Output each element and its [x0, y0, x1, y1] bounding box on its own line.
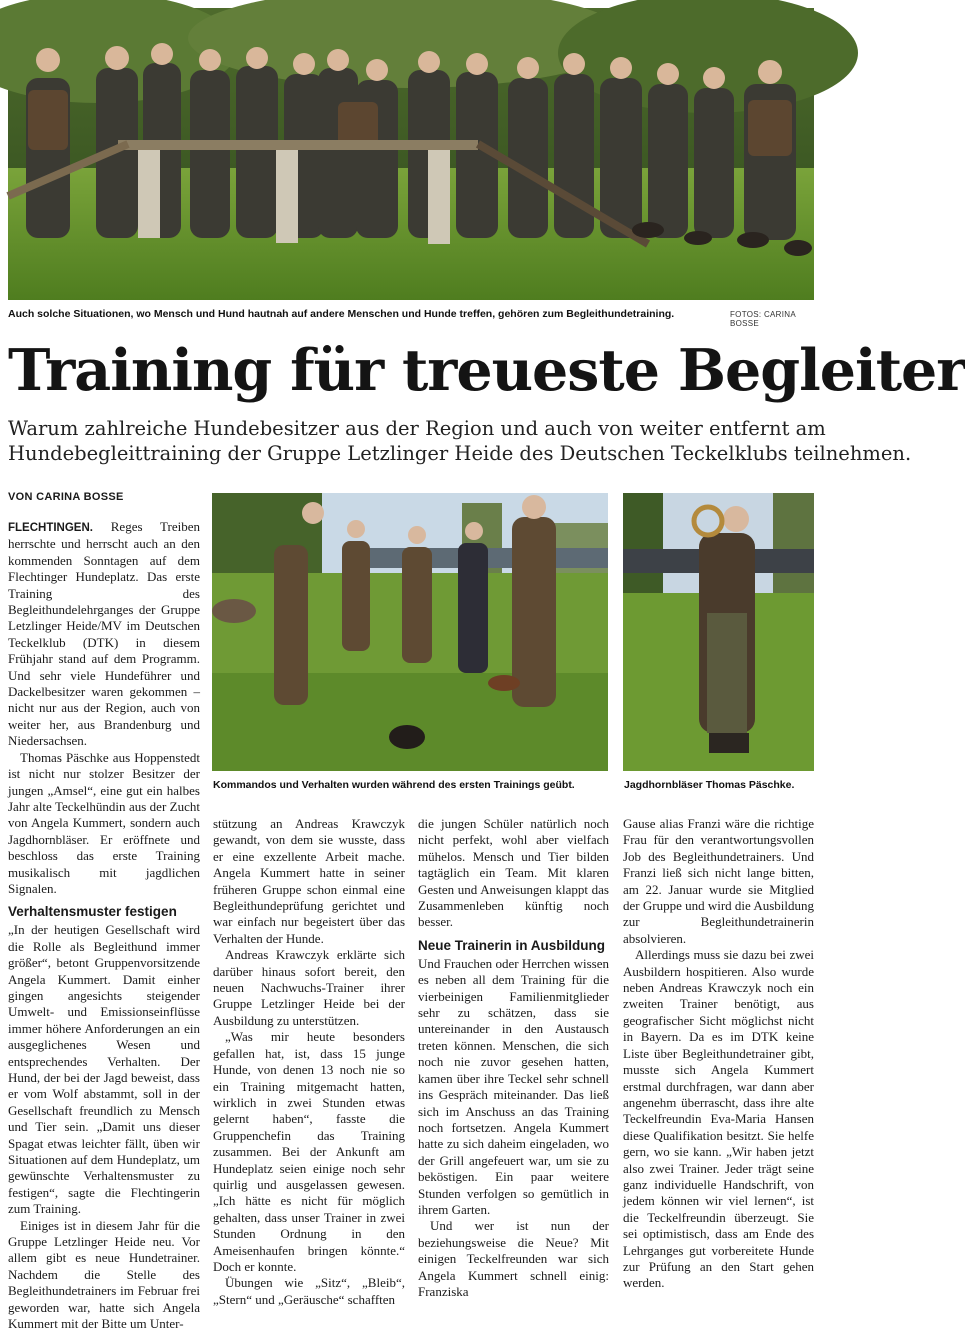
headline: Training für treueste Begleiter	[8, 337, 965, 404]
paragraph: Reges Treiben herrschte und herrscht auch an den kommenden Sonntagen auf dem Flechtinger Hundeplatz. Das erste Training des Begleithundelehrganges der Gruppe Letzlinger Heide/MV im Deutschen Teckelklub (DTK) in diesem Frühjahr stand auf dem Programm. Und sehr viele Hundeführer und Dackelbesitzer waren gekommen – nicht nur aus der Region, auch von weiter her, aus Brandenburg und Niedersachsen.	[8, 519, 201, 749]
paragraph: Übungen wie „Sitz“, „Bleib“, „Stern“ und „Geräusche“ schafften	[213, 1275, 405, 1307]
paragraph: Gause alias Franzi wäre die richtige Frau für den verantwortungsvollen Job des Begleithundetrainers. Und Franzi ließ sich nicht lange bitten, am 22. Januar wurde sie Mitglied der Gruppe und wird die Ausbildung zur Begleithundetrainerin absolvieren.	[623, 816, 815, 946]
paragraph: Und Frauchen oder Herrchen wissen es neben all dem Training für die vierbeinigen Familienmitglieder sehr zu schätzen, dass sie untereinander in den Austausch treten können. Menschen, die sich noch nie zuvor gesehen hatten, kamen über ihre Teckel sehr schnell ins Gespräch miteinander. Das ließ sich im Anschuss an das Training noch fortsetzen. Angela Kummert hatte zu sich daheim eingeladen, wo der Grill angefeuert war, um sie zu beköstigen. Ein paar weitere Stunden verfolgen so gemütlich in ihrem Garten.	[418, 955, 609, 1217]
section-heading: Neue Trainerin in Ausbildung	[418, 937, 606, 953]
horn-player-photo	[623, 493, 814, 771]
paragraph: „Was mir heute besonders gefallen hat, ist, dass 15 junge Hunde, von denen 13 noch nie so ein Training mitgemacht hatten, wirklich in zwei Stunden etwas gelernt haben“, fasste die Gruppenchefin das Training zusammen. Bei der Ankunft am Hundeplatz seien einige noch sehr quirlig und ausgelassen gewesen. „Ich hätte es nicht für möglich gehalten, dass unser Trainer in zwei Stunden Ordnung in den Ameisenhaufen bringen könnte.“ Doch er konnte.	[213, 1029, 405, 1274]
top-photo-caption: Auch solche Situationen, wo Mensch und Hund hautnah auf andere Menschen und Hunde treffen, gehören zum Begleithundetraining.	[8, 308, 675, 320]
horn-photo-caption: Jagdhornbläser Thomas Päschke.	[624, 779, 795, 791]
paragraph: stützung an Andreas Krawczyk gewandt, von dem sie wusste, dass er eine exzellente Arbeit mache. Angela Kummert hatte in seiner früheren Gruppe schon einmal eine Begleithundeprüfung gerichtet und war einfach nur begeistert über das Verhalten der Hunde.	[213, 816, 405, 946]
subheadline	[8, 416, 912, 466]
training-photo	[212, 493, 608, 771]
paragraph: Thomas Päschke aus Hoppenstedt ist nicht nur stolzer Besitzer der jungen „Amsel“, eine gut ein halbes Jahr alte Teckelhündin aus der Zucht von Angela Kummert, sondern auch Jagdhornbläser. Er eröffnete und beschloss das erste Training musikalisch mit jagdlichen Signalen.	[8, 749, 200, 896]
group-photo	[8, 8, 814, 300]
byline: VON CARINA BOSSE	[8, 491, 124, 503]
paragraph: Einiges ist in diesem Jahr für die Gruppe Letzlinger Heide neu. Vor allem gibt es neue Hundetrainer. Nachdem die Stelle des Begleithundetrainers im Februar frei geworden war, hatte sich Angela Kummert mit der Bitte um Unter-	[8, 1217, 200, 1332]
paragraph: Und wer ist nun der beziehungsweise die Neue? Mit einigen Teckelfreunden war sich Angela Kummert schnell einig: Franziska	[418, 1218, 609, 1299]
subheadline-line-2: Hundebegleittraining der Gruppe Letzlinger Heide des Deutschen Teckelklubs teilnehmen.	[8, 442, 912, 465]
article-column-2	[213, 816, 405, 1308]
paragraph: Allerdings muss sie dazu bei zwei Ausbildern hospitieren. Also wurde neben Andreas Krawczyk noch ein zweiten Trainer benötigt, aus geografischer Sicht möglichst nicht in Bayern. Da es im DTK keine Liste über Begleithundetrainer gibt, musste sich Angela Kummert erstmal durchfragen, war dann aber angenehm überrascht, dass ihre alte Teckelfreundin Eva-Maria Hansen diese Qualifikation besitzt. Sie helfe gern, wo sie kann. „Wir haben jetzt also zwei Trainer. Jeder trägt seine ganz individuelle Handschrift, von jedem können wir viel lernen“, ist die Teckelfreundin überzeugt. Sie sei optimistisch, dass am Ende des Lehrganges gut vorbereitete Hunde zur Prüfung an den Start gehen werden.	[623, 947, 814, 1291]
paragraph: Andreas Krawczyk erklärte sich darüber hinaus sofort bereit, den neuen Nachwuchs-Trainer ihrer Gruppe Letzlinger Heide bei der Ausbildung zu unterstützen.	[213, 947, 405, 1028]
paragraph: „In der heutigen Gesellschaft wird die Rolle als Begleithund immer größer“, betont Gruppenvorsitzende Angela Kummert. Damit einher gingen angesichts steigender Umwelt- und Emissionseinflüsse immer höhere Anforderungen an ein ausgeglichenes Wesen und entsprechendes Verhalten. Der Hund, der bei der Jagd beweist, dass er vom Wolf abstammt, soll in der Gesellschaft freundlich zu Mensch und Tier sein. „Damit uns dieser Spagat etwas leichter fällt, üben wir Situationen auf dem Hundeplatz, um gewünschte Verhaltensmuster zu festigen“, sagte die Flechtingerin zum Training.	[8, 922, 200, 1217]
paragraph: die jungen Schüler natürlich noch nicht perfekt, wohl aber vielfach mühelos. Mensch und Tier bilden tagtäglich ein Team. Mit klaren Gesten und Anweisungen klappt das Zusammenleben künftig noch besser.	[418, 816, 609, 930]
training-photo-caption: Kommandos und Verhalten wurden während des ersten Trainings geübt.	[213, 779, 575, 791]
dateline: FLECHTINGEN.	[8, 522, 93, 534]
subheadline-line-1: Warum zahlreiche Hundebesitzer aus der Region und auch von weiter entfernt am	[8, 417, 826, 440]
article-column-4	[623, 816, 814, 1292]
article-column-1	[8, 519, 200, 1333]
photo-credit: FOTOS: CARINA BOSSE	[730, 310, 796, 328]
section-heading: Verhaltensmuster festigen	[8, 904, 177, 920]
article-column-3	[418, 816, 609, 1300]
